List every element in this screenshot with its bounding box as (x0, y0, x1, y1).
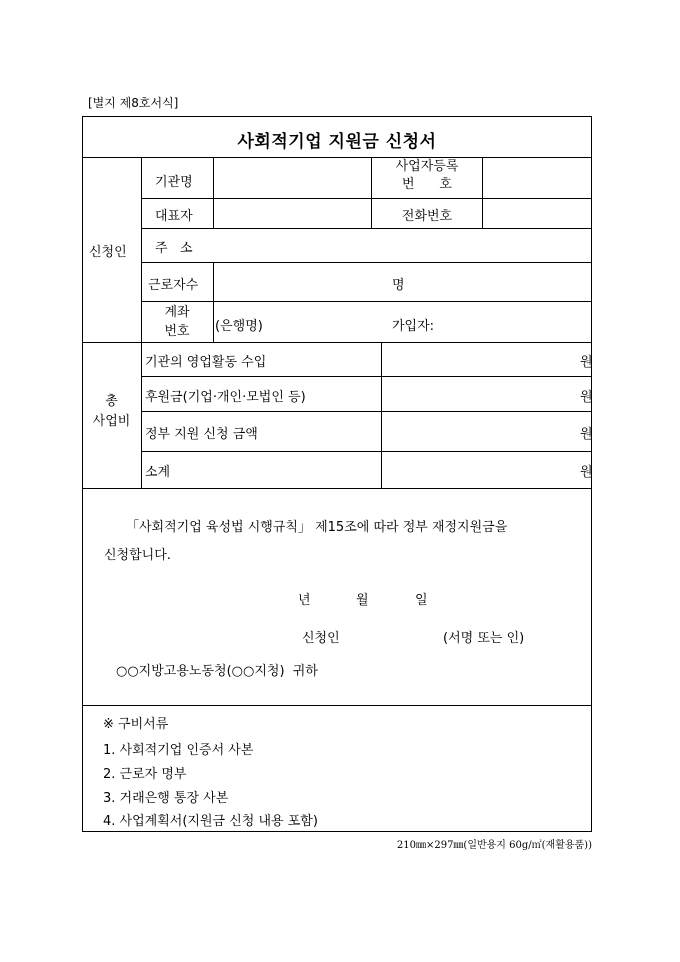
divider-cost-row3 (141, 451, 592, 452)
divider-row4 (141, 301, 592, 302)
recipient-label: ○○지방고용노동청(○○지청) 귀하 (116, 664, 318, 679)
total-cost-section-label (82, 392, 141, 432)
divider-cost-row2 (141, 411, 592, 412)
cost-row-unit: 원 (580, 390, 593, 405)
bank-name-label: (은행명) (215, 319, 263, 334)
account-label-line2: 번호 (164, 324, 190, 339)
biz-reg-label-line1: 사업자등록 (395, 159, 459, 174)
account-label-line1: 계좌 (164, 305, 190, 320)
cost-row-unit: 원 (580, 465, 593, 480)
divider-row1 (141, 198, 592, 199)
applicant-section-label: 신청인 (89, 245, 127, 260)
divider-value-col (482, 157, 483, 228)
cost-row-label: 정부 지원 신청 금액 (145, 427, 258, 442)
paper-size-note: 210㎜×297㎜(일반용지 60g/㎡(재활용품)) (396, 840, 592, 851)
form-title: 사회적기업 지원금 신청서 (237, 132, 437, 152)
divider-declaration-end (82, 705, 592, 706)
divider-applicant-end (82, 342, 592, 343)
cost-row-unit: 원 (580, 355, 593, 370)
declaration-line2: 신청합니다. (104, 548, 171, 563)
declaration-line1: 「사회적기업 육성법 시행규칙」 제15조에 따라 정부 재정지원금을 (126, 520, 508, 535)
date-month-label: 월 (356, 593, 369, 608)
biz-reg-label-line2: 번 호 (402, 177, 452, 192)
total-cost-label-line1: 총 (105, 394, 118, 409)
cost-row-unit: 원 (580, 427, 593, 442)
form-number-label: [별지 제8호서식] (88, 96, 179, 110)
representative-label: 대표자 (155, 209, 193, 224)
cost-row-label: 후원금(기업·개인·모법인 등) (145, 390, 306, 405)
cost-row-label: 기관의 영업활동 수입 (145, 355, 267, 370)
document-item: 3. 거래은행 통장 사본 (103, 791, 229, 806)
biz-reg-label (372, 158, 482, 194)
divider-title (82, 157, 592, 158)
date-day-label: 일 (415, 593, 428, 608)
divider-label-col-a (213, 157, 214, 228)
document-item: 1. 사회적기업 인증서 사본 (103, 743, 254, 758)
subscriber-label: 가입자: (392, 319, 435, 334)
date-year-label: 년 (298, 593, 311, 608)
account-label (141, 303, 213, 341)
divider-row2 (141, 228, 592, 229)
phone-label: 전화번호 (401, 209, 453, 224)
workers-label: 근로자수 (148, 278, 199, 293)
workers-unit: 명 (392, 278, 405, 293)
total-cost-label-line2: 사업비 (92, 414, 131, 429)
divider-cost-col (381, 342, 382, 488)
signature-label: (서명 또는 인) (443, 631, 525, 646)
org-name-label: 기관명 (155, 175, 193, 190)
divider-cost-end (82, 488, 592, 489)
documents-header: ※ 구비서류 (103, 717, 169, 732)
divider-row3 (141, 262, 592, 263)
document-item: 2. 근로자 명부 (103, 767, 187, 782)
divider-cost-row1 (141, 376, 592, 377)
address-label: 주 소 (155, 241, 193, 256)
divider-label-col-b (213, 262, 214, 342)
document-item: 4. 사업계획서(지원금 신청 내용 포함) (103, 814, 318, 829)
applicant-sign-label: 신청인 (302, 631, 340, 646)
cost-row-label: 소계 (145, 465, 171, 480)
